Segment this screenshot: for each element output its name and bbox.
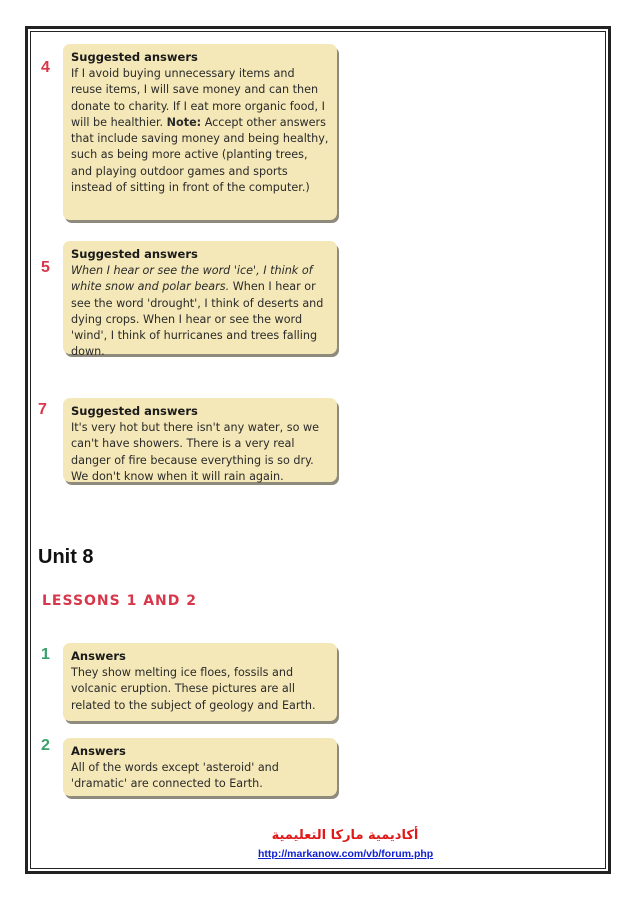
answer-text: They show melting ice floes, fossils and volcanic eruption. These pictures are all related to the subject of geology and Earth.	[71, 666, 316, 712]
unit-title: Unit 8	[38, 546, 94, 568]
box-heading: Answers	[71, 744, 126, 758]
box-heading: Answers	[71, 649, 126, 663]
question-number-4: 4	[41, 59, 50, 76]
box-text	[71, 66, 329, 196]
note-label: Note:	[166, 115, 202, 129]
box-heading: Suggested answers	[71, 50, 198, 64]
suggested-answers-box-5	[63, 241, 337, 359]
question-number-7: 7	[38, 401, 47, 418]
answers-box-2	[63, 738, 337, 796]
note-text: Accept other answers that include saving money and being healthy, such as being more active (planting trees, and playing outdoor games and sports instead of sitting in front of the computer.)	[71, 115, 329, 195]
suggested-answers-box-4	[63, 44, 337, 220]
question-number-5: 5	[41, 259, 50, 276]
footer-forum-link[interactable]: http://markanow.com/vb/forum.php	[258, 848, 434, 860]
answer-text: When I hear or see the word 'drought', I think of deserts and dying crops. When I hear or see the word 'wind', I think of hurricanes and trees falling down.	[71, 280, 324, 359]
answers-box-1	[63, 643, 337, 721]
answer-text: If I avoid buying unnecessary items and reuse items, I will save money and can then donate to charity. If I eat more organic food, I will be healthier.	[71, 67, 325, 129]
box-text	[71, 263, 329, 361]
box-heading: Suggested answers	[71, 404, 198, 418]
answer-text: All of the words except 'asteroid' and 'dramatic' are connected to Earth.	[71, 761, 279, 791]
suggested-answers-box-7	[63, 398, 337, 482]
question-number-2: 2	[41, 737, 50, 754]
answer-text: It's very hot but there isn't any water, so we can't have showers. There is a very real danger of fire because everything is so dry. We don't know when it will rain again.	[71, 421, 320, 483]
question-number-1: 1	[41, 646, 50, 663]
answer-italic-text: When I hear or see the word 'ice', I think of white snow and polar bears.	[71, 264, 313, 294]
lessons-heading: LESSONS 1 AND 2	[42, 593, 197, 609]
box-heading: Suggested answers	[71, 247, 198, 261]
footer-academy-name: أكاديمية ماركا التعليمية	[271, 828, 419, 843]
